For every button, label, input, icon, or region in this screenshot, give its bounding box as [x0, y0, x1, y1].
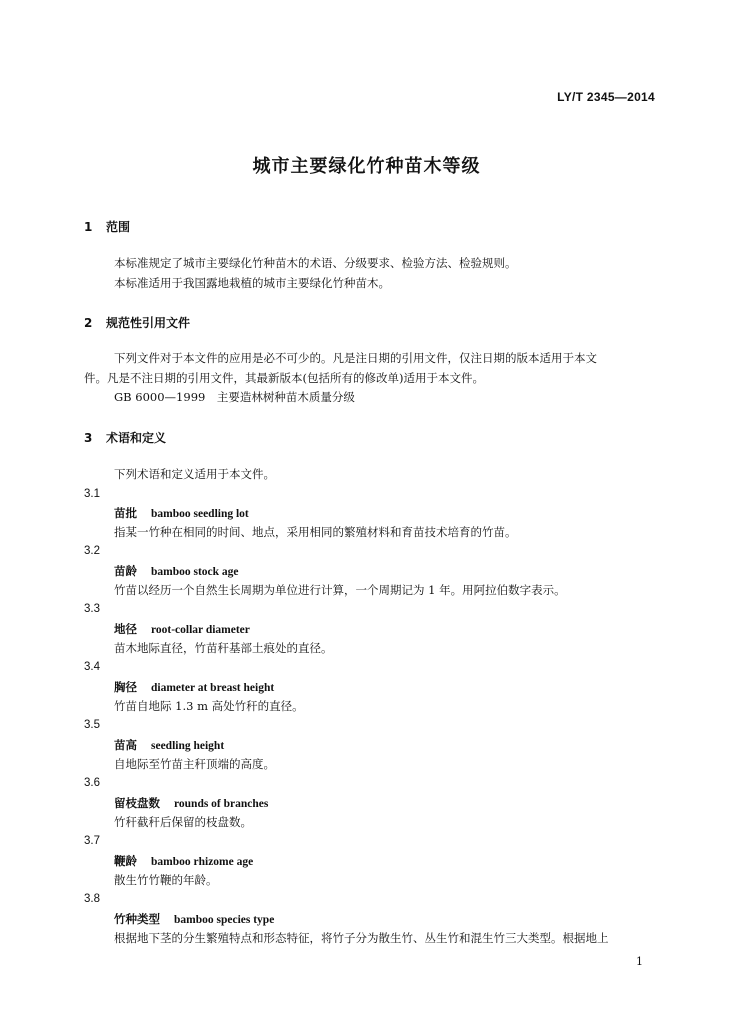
term-zh: 鞭龄 — [114, 854, 137, 868]
section-number: 3 — [84, 431, 93, 445]
term-zh: 苗批 — [114, 506, 137, 520]
term-en: bamboo rhizome age — [151, 856, 254, 868]
term-number: 3.6 — [84, 777, 100, 789]
term-en: bamboo species type — [174, 914, 275, 926]
section-title: 范围 — [106, 220, 131, 234]
term-definition: 指某一竹种在相同的时间、地点，采用相同的繁殖材料和育苗技术培育的竹苗。 — [114, 525, 517, 539]
document-title: 城市主要绿化竹种苗木等级 — [252, 156, 481, 177]
term-number: 3.4 — [84, 661, 100, 673]
section-1-heading — [84, 218, 130, 235]
term-number: 3.2 — [84, 545, 100, 557]
term-zh: 苗高 — [114, 738, 137, 752]
term-zh: 胸径 — [114, 680, 137, 694]
section-number: 1 — [84, 220, 93, 234]
paragraph: 本标准适用于我国露地栽植的城市主要绿化竹种苗木。 — [114, 276, 390, 290]
standard-number: LY/T 2345—2014 — [557, 90, 655, 104]
term-en: bamboo stock age — [151, 566, 239, 578]
term-number: 3.3 — [84, 603, 100, 615]
term-en: diameter at breast height — [151, 682, 275, 694]
section-3-heading — [84, 429, 166, 446]
term-number: 3.1 — [84, 488, 100, 500]
term-zh: 竹种类型 — [114, 912, 160, 926]
term-number: 3.8 — [84, 893, 100, 905]
term-heading — [114, 621, 250, 637]
term-definition: 竹苗以经历一个自然生长周期为单位进行计算，一个周期记为 1 年。用阿拉伯数字表示。 — [114, 583, 566, 597]
section-title: 术语和定义 — [106, 431, 167, 445]
term-definition: 竹秆截秆后保留的枝盘数。 — [114, 815, 252, 829]
term-definition: 散生竹竹鞭的年龄。 — [114, 873, 218, 887]
page-number: 1 — [636, 955, 643, 968]
paragraph-line: 下列文件对于本文件的应用是必不可少的。凡是注日期的引用文件，仅注日期的版本适用于本文 — [114, 351, 597, 365]
term-heading — [114, 911, 274, 927]
paragraph-line: 件。凡是不注日期的引用文件，其最新版本(包括所有的修改单)适用于本文件。 — [84, 371, 484, 385]
paragraph: 下列术语和定义适用于本文件。 — [114, 467, 275, 481]
paragraph: 本标准规定了城市主要绿化竹种苗木的术语、分级要求、检验方法、检验规则。 — [114, 256, 517, 270]
term-definition: 自地际至竹苗主秆顶端的高度。 — [114, 757, 275, 771]
term-heading — [114, 679, 274, 695]
term-zh: 地径 — [114, 622, 137, 636]
term-heading — [114, 505, 249, 521]
section-2-heading — [84, 314, 190, 331]
term-zh: 苗龄 — [114, 564, 137, 578]
term-definition: 根据地下茎的分生繁殖特点和形态特征，将竹子分为散生竹、丛生竹和混生竹三大类型。根据地上 — [114, 931, 609, 945]
term-heading — [114, 853, 253, 869]
term-en: root-collar diameter — [151, 624, 250, 636]
term-definition: 苗木地际直径，竹苗秆基部土痕处的直径。 — [114, 641, 333, 655]
term-number: 3.7 — [84, 835, 100, 847]
term-heading — [114, 737, 224, 753]
normative-reference: GB 6000—1999 主要造林树种苗木质量分级 — [114, 390, 355, 404]
term-en: bamboo seedling lot — [151, 508, 249, 520]
term-en: rounds of branches — [174, 798, 269, 810]
term-heading — [114, 795, 268, 811]
term-zh: 留枝盘数 — [114, 796, 160, 810]
term-heading — [114, 563, 239, 579]
term-definition: 竹苗自地际 1.3 m 高处竹秆的直径。 — [114, 699, 304, 713]
term-en: seedling height — [151, 740, 225, 752]
section-title: 规范性引用文件 — [106, 316, 191, 330]
term-number: 3.5 — [84, 719, 100, 731]
section-number: 2 — [84, 316, 93, 330]
